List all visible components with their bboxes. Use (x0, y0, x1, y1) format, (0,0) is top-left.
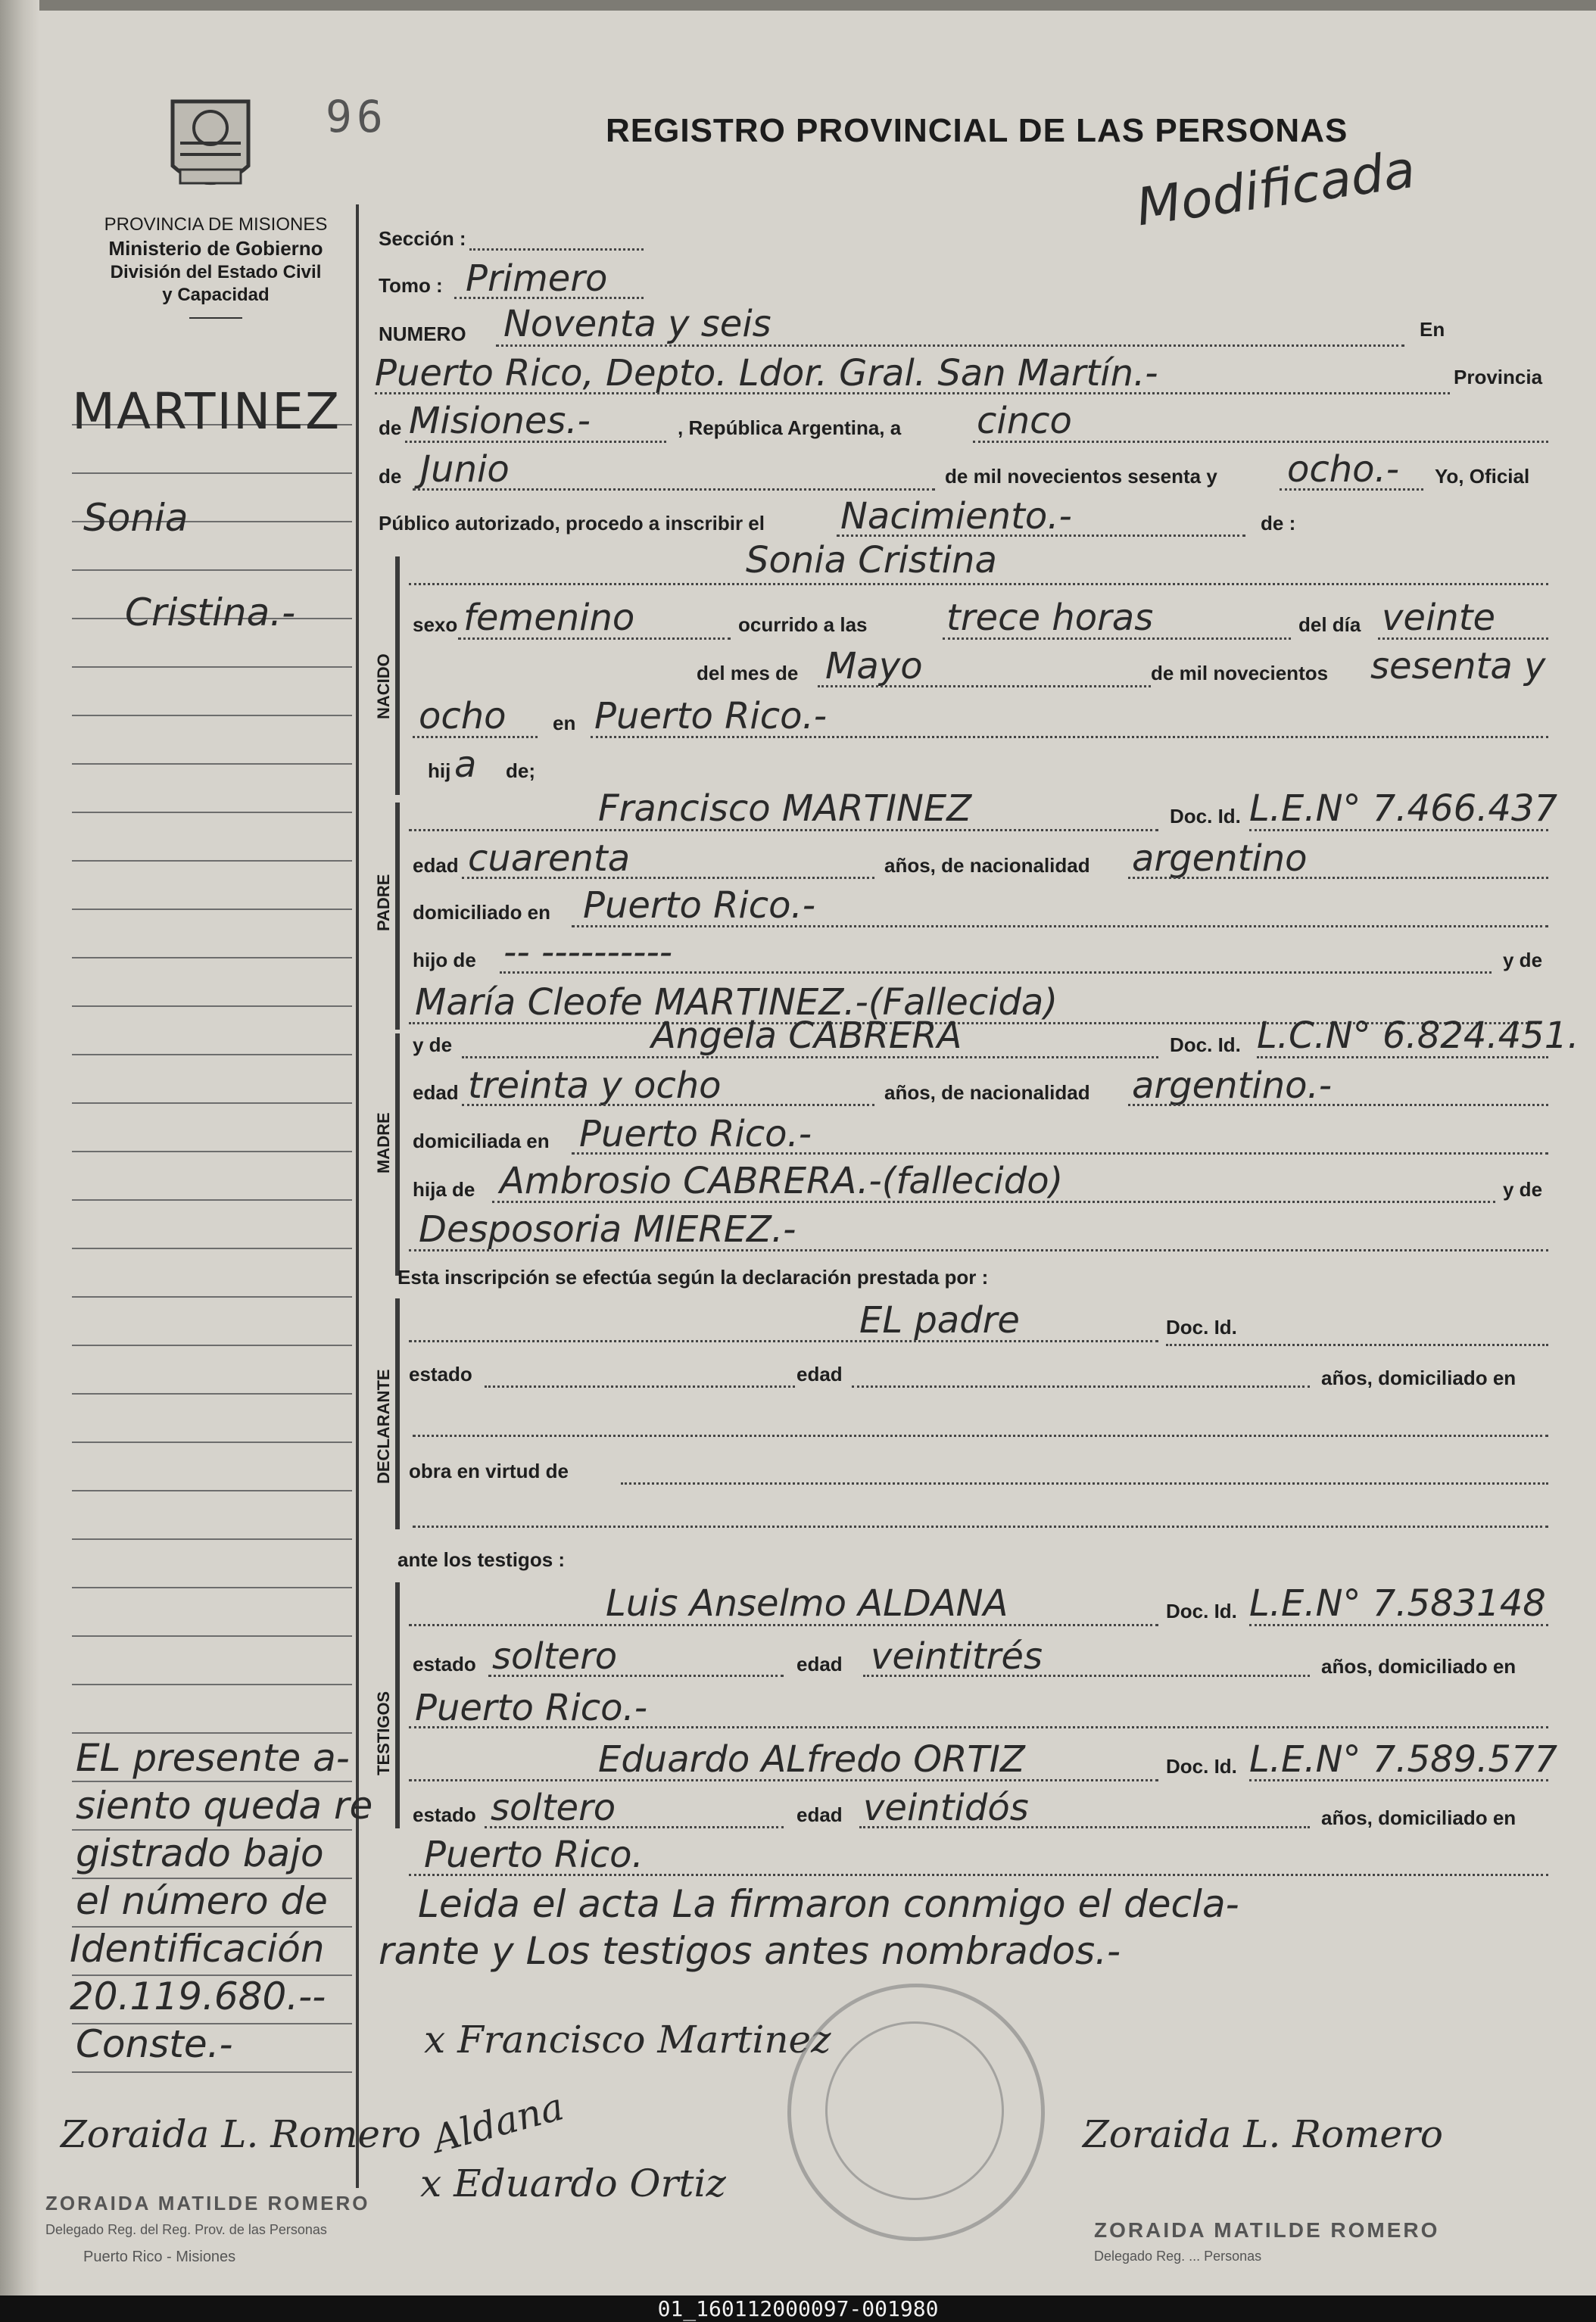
padre-doc-value: L.E.N° 7.466.437 (1249, 787, 1558, 830)
margin-ruled-line (72, 1538, 352, 1540)
province-label: PROVINCIA DE MISIONES (104, 214, 328, 235)
margin-ruled-line (72, 1248, 352, 1249)
child-name-line (409, 583, 1548, 585)
margin-ruled-line (72, 1151, 352, 1152)
declarante-edad-line (852, 1385, 1310, 1388)
madre-doc-value: L.C.N° 6.824.451. (1257, 1015, 1579, 1057)
year-label: de mil novecientos sesenta y (945, 465, 1217, 488)
testigo2-doc-value: L.E.N° 7.589.577 (1249, 1738, 1558, 1781)
margin-note-line: Conste.- (76, 2022, 233, 2066)
day-line (973, 441, 1548, 443)
testigo1-dom-value: Puerto Rico.- (415, 1687, 648, 1729)
declarante-doc-line (1166, 1344, 1548, 1346)
day-value: cinco (977, 400, 1072, 442)
declarante-obra-label: obra en virtud de (409, 1460, 569, 1482)
officer-stamp-name: ZORAIDA MATILDE ROMERO (1094, 2218, 1440, 2242)
declarante-intro: Esta inscripción se efectúa según la declaración prestada por : (397, 1266, 989, 1289)
en-label: En (1420, 318, 1445, 341)
padre-dom-label: domiciliado en (413, 901, 551, 924)
padre-edad-label: edad (413, 854, 459, 877)
hora-line (943, 637, 1291, 640)
padre-name: Francisco MARTINEZ (598, 787, 972, 830)
province-seal-icon (157, 94, 263, 200)
padre-madre-value: María Cleofe MARTINEZ.-(Fallecida) (415, 981, 1058, 1024)
declarante-bracket (395, 1298, 400, 1529)
margin-ruled-line (72, 812, 352, 813)
mes-value: Mayo (825, 645, 923, 687)
testigo2-dom-line (409, 1874, 1548, 1876)
padre-anos-label: años, de nacionalidad (884, 854, 1090, 877)
margin-ruled-line (72, 472, 352, 474)
padre-yde-label: y de (1503, 949, 1543, 971)
republica-label: , República Argentina, a (678, 416, 902, 439)
anio-value-2: ocho (419, 695, 507, 737)
margin-note-line: Identificación (70, 1927, 325, 1971)
testigo2-estado-label: estado (413, 1803, 476, 1826)
act-line (837, 535, 1245, 537)
madre-edad-value: treinta y ocho (468, 1064, 722, 1107)
testigo2-name: Eduardo ALfredo ORTIZ (598, 1738, 1025, 1781)
padre-hijo-value: -- ---------- (503, 931, 673, 974)
declarante-edad-label: edad (796, 1363, 843, 1385)
tomo-label: Tomo : (379, 274, 443, 297)
margin-given-name-1: Sonia (83, 496, 189, 540)
nacido-bracket (395, 556, 400, 795)
madre-madre-value: Desposoria MIEREZ.- (419, 1208, 796, 1251)
margin-note-line: EL presente a- (76, 1736, 350, 1780)
margin-ruled-line (72, 569, 352, 571)
declarante-dom-line (413, 1435, 1548, 1437)
declarante-section-label: DECLARANTE (374, 1369, 393, 1484)
sexo-label: sexo (413, 613, 458, 636)
de2-label: de (379, 465, 402, 488)
year-line (1280, 488, 1423, 491)
margin-ruled-line (72, 860, 352, 862)
province-value: Misiones.- (409, 400, 591, 442)
tomo-line (454, 297, 644, 299)
month-line (413, 488, 935, 491)
officer-stamp-role: Delegado Reg. ... Personas (1094, 2249, 1262, 2264)
testigo2-doc-label: Doc. Id. (1166, 1755, 1237, 1778)
margin-surname: MARTINEZ (72, 382, 341, 441)
ministry-label: Ministerio de Gobierno (108, 237, 323, 260)
publico-label: Público autorizado, procedo a inscribir el (379, 512, 765, 535)
padre-section-label: PADRE (374, 874, 393, 931)
testigos-intro: ante los testigos : (397, 1548, 566, 1571)
margin-ruled-line (72, 1684, 352, 1685)
margin-ruled-line (72, 1054, 352, 1055)
year-value: ocho.- (1287, 448, 1400, 491)
margin-ruled-line (72, 666, 352, 668)
margin-given-name-2: Cristina.- (125, 591, 296, 634)
hij-label: hij (428, 759, 451, 782)
madre-section-label: MADRE (374, 1112, 393, 1173)
de-label: de (379, 416, 402, 439)
place-line (375, 392, 1450, 394)
testigo1-name-line (409, 1624, 1158, 1626)
madre-name: Angela CABRERA (651, 1015, 962, 1057)
testigo2-anos-label: años, domiciliado en (1321, 1806, 1517, 1829)
margin-ruled-line (72, 1587, 352, 1588)
margin-ruled-line (72, 957, 352, 958)
capacity-label: y Capacidad (162, 284, 270, 305)
testigo1-estado-value: soltero (492, 1635, 618, 1678)
closing-line-1: Leida el acta La firmaron conmigo el decla- (418, 1882, 1239, 1926)
modification-annotation: Modificada (1133, 139, 1419, 238)
padre-doc-label: Doc. Id. (1170, 805, 1241, 828)
folio-number: 96 (326, 91, 388, 142)
ministry-header (72, 213, 360, 319)
testigo1-doc-line (1249, 1624, 1548, 1626)
margin-divider (356, 204, 359, 2188)
official-circular-stamp (787, 1984, 1045, 2241)
madre-yde2-label: y de (1503, 1178, 1543, 1201)
seccion-label: Sección : (379, 227, 466, 250)
margin-ruled-line (72, 1829, 352, 1831)
margin-ruled-line (72, 1635, 352, 1637)
declarante-obra-line (621, 1482, 1548, 1485)
margin-ruled-line (72, 1005, 352, 1007)
mes-line (818, 685, 1151, 687)
madre-madre-line (409, 1249, 1548, 1251)
madre-nac-value: argentino.- (1132, 1064, 1333, 1107)
madre-dom-line (572, 1152, 1548, 1155)
madre-anos-label: años, de nacionalidad (884, 1081, 1090, 1104)
testigo1-dom-line (409, 1726, 1548, 1728)
anio-line-2 (413, 736, 538, 738)
seccion-line (469, 248, 644, 251)
margin-ruled-line (72, 1732, 352, 1734)
margin-stamp-role: Delegado Reg. del Reg. Prov. de las Personas (45, 2222, 327, 2237)
madre-padre-line (492, 1201, 1495, 1203)
closing-line-2: rante y Los testigos antes nombrados.- (379, 1929, 1121, 1973)
madre-doc-label: Doc. Id. (1170, 1033, 1241, 1056)
margin-ruled-line (72, 715, 352, 716)
hij-de-label: de; (506, 759, 535, 782)
margin-ruled-line (72, 763, 352, 765)
padre-name-line (409, 829, 1158, 831)
margin-stamp-place: Puerto Rico - Misiones (83, 2249, 236, 2265)
testigos-bracket (395, 1582, 400, 1828)
padre-hijo-line (500, 971, 1492, 974)
dia-line (1378, 637, 1548, 640)
declarante-anos-label: años, domiciliado en (1321, 1367, 1517, 1389)
signature-witness-1: Aldana (428, 2084, 569, 2161)
testigo2-dom-value: Puerto Rico. (424, 1834, 644, 1876)
margin-stamp-name: ZORAIDA MATILDE ROMERO (45, 2192, 370, 2214)
testigo1-doc-value: L.E.N° 7.583148 (1249, 1582, 1546, 1625)
padre-bracket (395, 803, 400, 1030)
margin-note-line: 20.119.680.-- (70, 1974, 326, 2018)
madre-hija-label: hija de (413, 1178, 475, 1201)
anio-label: de mil novecientos (1151, 662, 1329, 684)
padre-nac-line (1128, 877, 1548, 879)
padre-dom-value: Puerto Rico.- (583, 884, 816, 927)
madre-doc-line (1257, 1056, 1548, 1058)
month-value: Junio (420, 448, 510, 491)
ocurrido-label: ocurrido a las (738, 613, 868, 636)
numero-label: NUMERO (379, 323, 466, 345)
margin-note-line: siento queda re (76, 1784, 373, 1828)
testigo1-estado-line (488, 1675, 784, 1677)
testigo2-estado-value: soltero (491, 1787, 616, 1829)
testigo2-edad-label: edad (796, 1803, 843, 1826)
madre-edad-line (462, 1104, 874, 1106)
provincia-label: Provincia (1454, 366, 1543, 388)
madre-nac-line (1128, 1104, 1548, 1106)
testigo1-edad-label: edad (796, 1653, 843, 1675)
testigo1-edad-line (863, 1675, 1310, 1677)
margin-ruled-line (72, 1442, 352, 1443)
margin-signature: Zoraida L. Romero (61, 2112, 422, 2156)
signature-witness-2: x Eduardo Ortiz (420, 2161, 726, 2205)
margin-ruled-line (72, 1296, 352, 1298)
margin-note-line: el número de (76, 1879, 328, 1923)
testigo1-estado-label: estado (413, 1653, 476, 1675)
book-spine (0, 0, 39, 2296)
en-label-2: en (553, 712, 576, 734)
margin-ruled-line (72, 1781, 352, 1782)
testigo2-edad-value: veintidós (863, 1787, 1029, 1829)
declarante-doc-label: Doc. Id. (1166, 1316, 1237, 1339)
anio-value: sesenta y (1370, 645, 1546, 687)
nacido-section-label: NACIDO (374, 653, 393, 719)
testigo2-edad-line (859, 1826, 1310, 1828)
testigo1-name: Luis Anselmo ALDANA (606, 1582, 1008, 1625)
padre-doc-line (1249, 829, 1548, 831)
numero-line (496, 344, 1404, 347)
margin-ruled-line (72, 1393, 352, 1395)
madre-yde-label: y de (413, 1033, 453, 1056)
testigo1-anos-label: años, domiciliado en (1321, 1655, 1517, 1678)
declarante-estado-label: estado (409, 1363, 472, 1385)
margin-ruled-line (72, 1199, 352, 1201)
signature-officer: Zoraida L. Romero (1083, 2112, 1444, 2156)
top-edge (0, 0, 1596, 11)
hij-value: a (454, 743, 477, 786)
padre-dom-line (572, 925, 1548, 927)
page-title: REGISTRO PROVINCIAL DE LAS PERSONAS (606, 112, 1348, 149)
testigo2-name-line (409, 1779, 1158, 1781)
signature-declarant: x Francisco Martinez (424, 2018, 831, 2062)
testigo1-edad-value: veintitrés (871, 1635, 1043, 1678)
numero-value: Noventa y seis (503, 303, 772, 345)
testigo2-estado-line (485, 1826, 784, 1828)
division-label: División del Estado Civil (110, 261, 322, 282)
margin-note-line: gistrado bajo (76, 1831, 324, 1875)
padre-hijo-label: hijo de (413, 949, 476, 971)
declarante-name: EL padre (859, 1299, 1020, 1342)
declarante-estado-line (485, 1385, 795, 1388)
madre-bracket (395, 1033, 400, 1276)
testigo2-doc-line (1249, 1779, 1548, 1781)
place-value: Puerto Rico, Depto. Ldor. Gral. San Martín.- (375, 352, 1158, 394)
margin-ruled-line (72, 1345, 352, 1346)
hora-value: trece horas (946, 597, 1154, 639)
oficial-label: Yo, Oficial (1435, 465, 1530, 488)
madre-name-line (462, 1056, 1158, 1058)
madre-edad-label: edad (413, 1081, 459, 1104)
padre-edad-value: cuarenta (468, 837, 631, 880)
declarante-name-line (409, 1340, 1158, 1342)
madre-padre-value: Ambrosio CABRERA.-(fallecido) (500, 1160, 1064, 1202)
padre-edad-line (462, 877, 874, 879)
margin-ruled-line (72, 1490, 352, 1491)
lugar-value: Puerto Rico.- (594, 695, 828, 737)
province-line (405, 441, 666, 443)
testigos-section-label: TESTIGOS (374, 1691, 393, 1775)
image-id-footer: 01_160112000097-001980 (0, 2296, 1596, 2322)
testigo1-doc-label: Doc. Id. (1166, 1600, 1237, 1622)
dia-label: del día (1298, 613, 1361, 636)
padre-nac-value: argentino (1132, 837, 1308, 880)
child-name: Sonia Cristina (746, 539, 997, 581)
margin-ruled-line (72, 2071, 352, 2073)
sexo-value: femenino (463, 597, 635, 639)
tomo-value: Primero (466, 257, 608, 300)
act-value: Nacimiento.- (840, 495, 1072, 538)
madre-dom-value: Puerto Rico.- (579, 1113, 812, 1155)
margin-ruled-line (72, 1102, 352, 1104)
dia-value: veinte (1382, 597, 1496, 639)
margin-ruled-line (72, 909, 352, 910)
sexo-line (458, 637, 731, 640)
madre-dom-label: domiciliada en (413, 1130, 550, 1152)
mes-label: del mes de (697, 662, 799, 684)
de3-label: de : (1261, 512, 1296, 535)
lugar-line (591, 736, 1548, 738)
declarante-extra-line (413, 1526, 1548, 1528)
